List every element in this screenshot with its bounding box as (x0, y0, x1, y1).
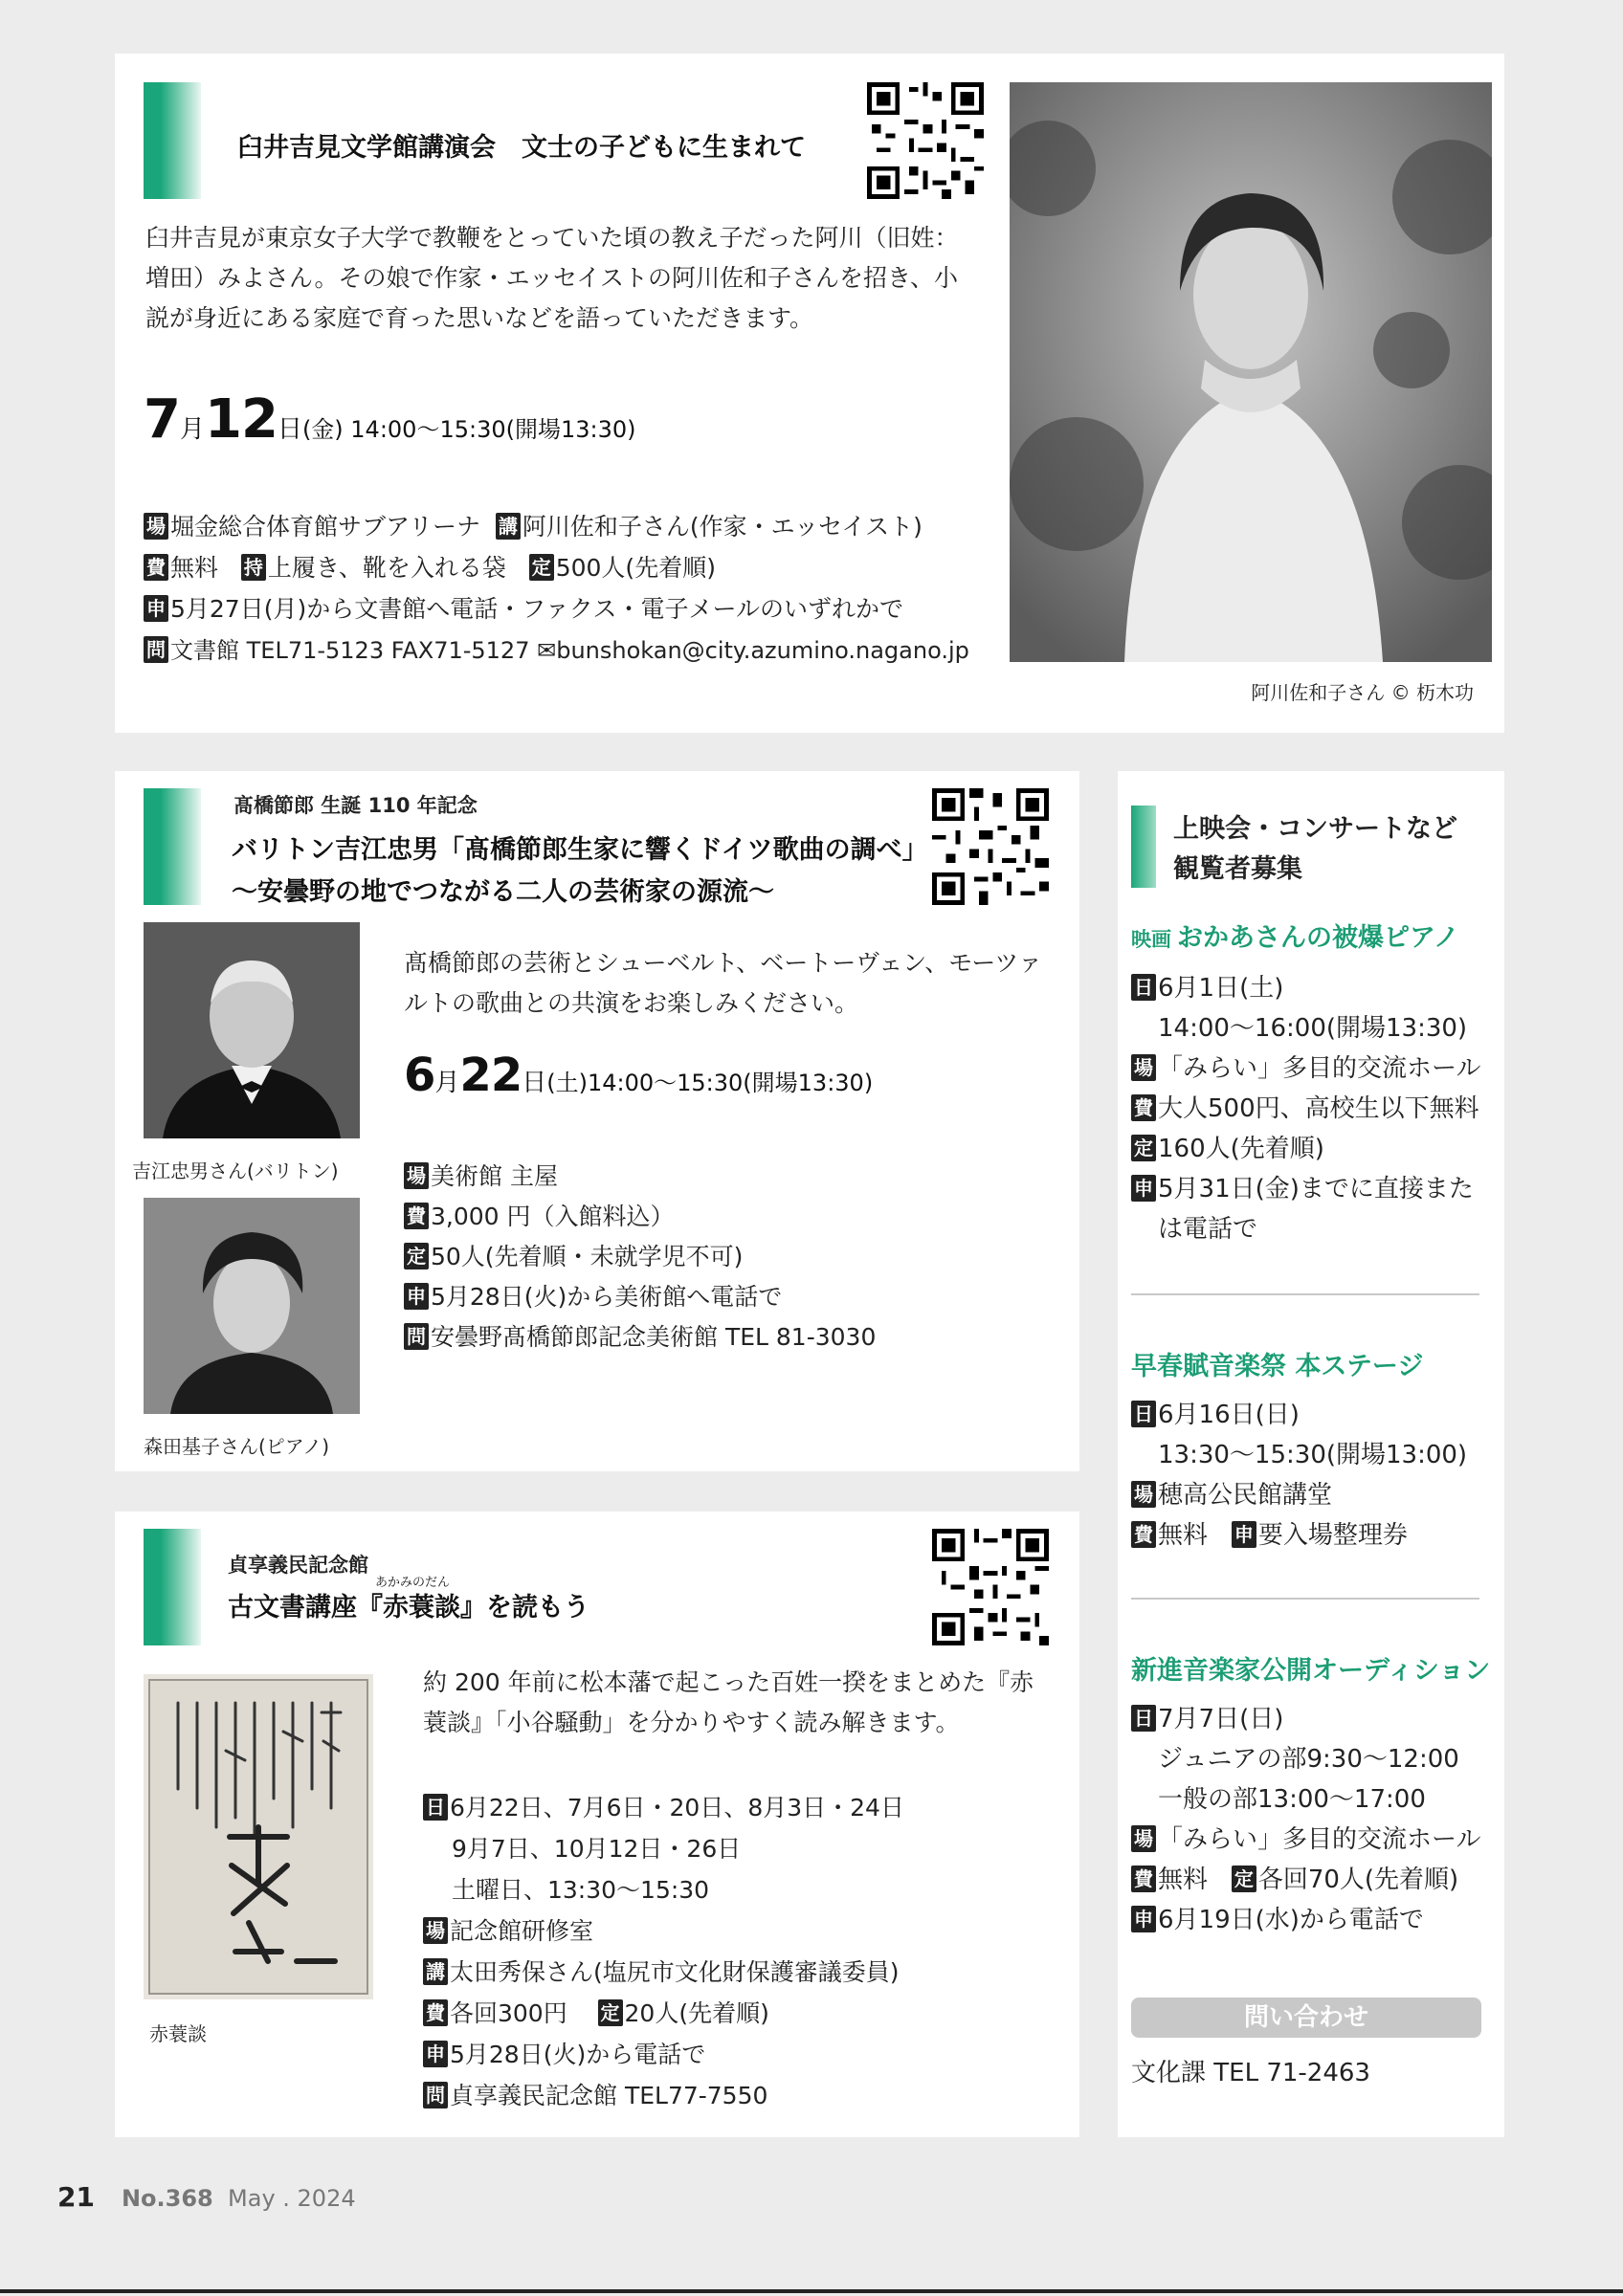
event2-card (115, 771, 1079, 1471)
event1-card (115, 54, 1504, 733)
side-s3-time1: ジュニアの部9:30～12:00 (1158, 1745, 1459, 1774)
event1-contact-row: 問 文書館 TEL71-5123 FAX71-5127 ✉bunshokan@city.azumino.nagano.jp (144, 631, 969, 665)
side-s1-apply2: は電話で (1158, 1215, 1258, 1244)
event3-title: 古文書講座『 あかみのだん 赤蓑談』を読もう (228, 1576, 589, 1623)
venue-tag: 場 (144, 513, 168, 540)
venue-tag: 場 (404, 1162, 429, 1189)
date-tag: 日 (423, 1794, 448, 1821)
event2-subtitle: 髙橋節郎 生誕 110 年記念 (233, 794, 478, 817)
event2-venue-row: 場 美術館 主屋 (404, 1158, 558, 1192)
fee-tag: 費 (144, 554, 168, 581)
side-s1-heading: 映画 おかあさんの被爆ピアノ (1131, 923, 1459, 953)
side-s2-date: 日 6月16日(日) (1131, 1395, 1300, 1430)
side-divider-1 (1131, 1293, 1479, 1295)
issue-date: May . 2024 (228, 2185, 356, 2212)
contact-tag: 問 (144, 636, 168, 663)
side-s2-heading: 早春賦音楽祭 本ステージ (1131, 1352, 1424, 1381)
side-s3-time2: 一般の部13:00～17:00 (1158, 1785, 1426, 1814)
fee-tag: 費 (404, 1203, 429, 1229)
apply-tag: 申 (144, 595, 168, 622)
event3-photo-caption: 赤蓑談 (149, 2022, 207, 2045)
event2-apply-row: 申 5月28日(火)から美術館へ電話で (404, 1278, 782, 1313)
side-s3-apply: 申 6月19日(水)から電話で (1131, 1900, 1424, 1935)
event1-photo-caption: 阿川佐和子さん © 杤木功 (1251, 681, 1474, 704)
event2-qr-code[interactable] (932, 788, 1049, 905)
capacity-tag: 定 (529, 554, 554, 581)
side-s1-apply1: 申 5月31日(金)までに直接また (1131, 1169, 1474, 1204)
side-divider-2 (1131, 1598, 1479, 1600)
lecturer-tag: 講 (496, 513, 521, 540)
event2-description: 髙橋節郎の芸術とシューベルト、ベートーヴェン、モーツァルトの歌曲との共演をお楽しみください。 (404, 949, 1043, 1017)
event3-fee-row: 費 各回300円 定 20人(先着順) (423, 1995, 769, 2029)
page-number: 21 (57, 2181, 95, 2213)
event2-caption-pianist: 森田基子さん(ピアノ) (144, 1435, 330, 1458)
side-heading-line1: 上映会・コンサートなど (1173, 814, 1457, 844)
side-s1-capacity: 定 160人(先着順) (1131, 1129, 1324, 1164)
page-footer (57, 2181, 356, 2213)
event3-contact-row: 問 貞享義民記念館 TEL77-7550 (423, 2077, 767, 2111)
bring-tag: 持 (241, 554, 266, 581)
event2-accent-bar (144, 788, 201, 905)
side-s1-date: 日 6月1日(土) (1131, 968, 1283, 1004)
venue-tag: 場 (423, 1917, 448, 1944)
event1-fee-row: 費 無料 持 上履き、靴を入れる袋 定 500人(先着順) (144, 549, 716, 584)
event2-date: 6月22日(土)14:00～15:30(開場13:30) (404, 1049, 874, 1102)
side-s3-venue: 場 「みらい」多目的交流ホール (1131, 1820, 1480, 1855)
event1-venue-row: 場 堀金総合体育館サブアリーナ 講 阿川佐和子さん(作家・エッセイスト) (144, 508, 923, 542)
side-contact: 文化課 TEL 71-2463 (1131, 2059, 1370, 2087)
contact-tag: 問 (423, 2082, 448, 2108)
event1-qr-code[interactable] (867, 82, 984, 199)
event1-description: 臼井吉見が東京女子大学で教鞭をとっていた頃の教え子だった阿川（旧姓：増田）みよさん。その娘で作家・エッセイストの阿川佐和子さんを招き、小説が身近にある家庭で育った思いなどを語っていただきます。 (145, 224, 959, 332)
side-s2-venue: 場 穂高公民館講堂 (1131, 1475, 1332, 1511)
side-s2-fee: 費 無料 申 要入場整理券 (1131, 1515, 1408, 1551)
event3-date-row2: 9月7日、10月12日・26日 (452, 1835, 742, 1863)
event3-lecturer-row: 講 太田秀保さん(塩尻市文化財保護審議委員) (423, 1954, 900, 1988)
event2-photo-baritone (144, 922, 360, 1138)
event2-title-line1: バリトン吉江忠男「髙橋節郎生家に響くドイツ歌曲の調べ」 (232, 835, 928, 865)
event3-date-row1: 日 6月22日、7月6日・20日、8月3日・24日 (423, 1789, 904, 1823)
event3-accent-bar (144, 1529, 201, 1645)
event3-subtitle: 貞享義民記念館 (228, 1554, 368, 1577)
event2-caption-baritone: 吉江忠男さん(バリトン) (132, 1159, 339, 1182)
side-card (1118, 771, 1504, 2137)
event1-title: 臼井吉見文学館講演会 文士の子どもに生まれて (237, 133, 806, 163)
event2-title-line2: ～安曇野の地でつながる二人の芸術家の源流～ (232, 877, 774, 907)
event2-capacity-row: 定 50人(先着順・未就学児不可) (404, 1238, 743, 1272)
event1-apply-row: 申 5月27日(月)から文書館へ電話・ファクス・電子メールのいずれかで (144, 590, 903, 625)
event2-fee-row: 費 3,000 円（入館料込） (404, 1198, 675, 1232)
lecturer-tag: 講 (423, 1958, 448, 1985)
side-contact-label: 問い合わせ (1131, 1998, 1481, 2038)
event3-venue-row: 場 記念館研修室 (423, 1912, 593, 1947)
event1-accent-bar (144, 82, 201, 199)
apply-tag: 申 (423, 2041, 448, 2067)
event3-description: 約 200 年前に松本藩で起こった百姓一揆をまとめた『赤蓑談』「小谷騒動」を分かりやすく読み解きます。 (423, 1668, 1034, 1736)
bottom-rule (0, 2289, 1623, 2293)
fee-tag: 費 (423, 1999, 448, 2026)
contact-tag: 問 (404, 1323, 429, 1350)
apply-tag: 申 (404, 1283, 429, 1310)
issue-number: No.368 (121, 2185, 213, 2212)
side-s3-fee: 費 無料 定 各回70人(先着順) (1131, 1860, 1458, 1895)
side-heading-line2: 観覧者募集 (1173, 854, 1302, 884)
event3-card (115, 1512, 1079, 2137)
event1-date: 7月12日(金) 14:00～15:30(開場13:30) (144, 388, 636, 451)
event3-date-row3: 土曜日、13:30～15:30 (452, 1876, 710, 1904)
event2-photo-pianist (144, 1198, 360, 1414)
side-accent-bar (1131, 806, 1156, 888)
event3-photo-manuscript (144, 1674, 373, 1999)
side-s2-time: 13:30～15:30(開場13:00) (1158, 1441, 1468, 1469)
event3-qr-code[interactable] (932, 1529, 1049, 1645)
side-s3-date: 日 7月7日(日) (1131, 1699, 1283, 1734)
side-s1-venue: 場 「みらい」多目的交流ホール (1131, 1049, 1480, 1084)
event2-contact-row: 問 安曇野髙橋節郎記念美術館 TEL 81-3030 (404, 1318, 876, 1353)
event3-title-ruby-word: あかみのだん 赤蓑談 (375, 1576, 460, 1623)
capacity-tag: 定 (598, 1999, 623, 2026)
capacity-tag: 定 (404, 1243, 429, 1269)
side-s1-time: 14:00～16:00(開場13:30) (1158, 1014, 1468, 1043)
event3-apply-row: 申 5月28日(火)から電話で (423, 2036, 705, 2070)
side-s1-fee: 費 大人500円、高校生以下無料 (1131, 1089, 1479, 1124)
event1-photo-speaker (1010, 82, 1492, 662)
side-s3-heading: 新進音楽家公開オーディション (1131, 1656, 1491, 1686)
